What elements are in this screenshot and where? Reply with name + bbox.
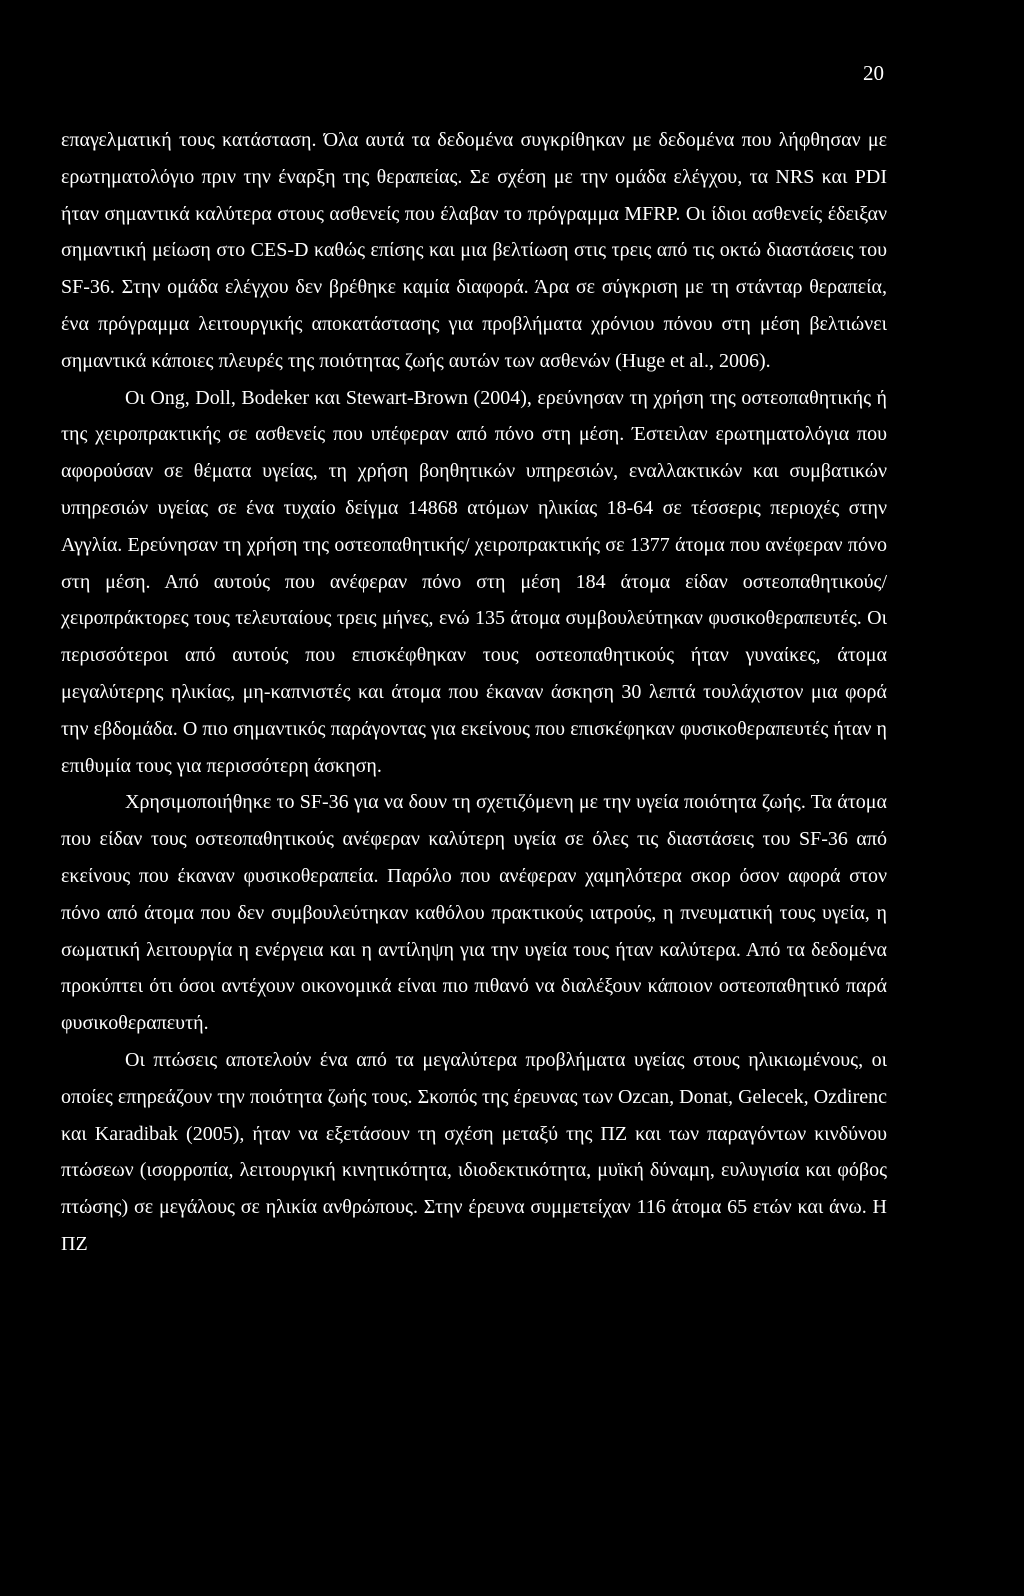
paragraph-4: Οι πτώσεις αποτελούν ένα από τα μεγαλύτερα προβλήματα υγείας στους ηλικιωμένους, οι οποίες επηρεάζουν την ποιότητα ζωής τους. Σκοπός της έρευνας των Ozcan, Donat, Gelecek, Ozdirenc και Karadibak (2005), ήταν να εξετάσουν τη σχέση μεταξύ της ΠΖ και των παραγόντων κινδύνου πτώσεων (ισορροπία, λειτουργική κινητικότητα, ιδιοδεκτικότητα, μυϊκή δύναμη, ευλυγισία και φόβος πτώσης) σε μεγάλους σε ηλικία ανθρώπους. Στην έρευνα συμμετείχαν 116 άτομα 65 ετών και άνω. Η ΠΖ — [61, 1048, 887, 1255]
page-number: 20 — [863, 61, 884, 85]
paragraph-2: Οι Ong, Doll, Bodeker και Stewart-Brown (2004), ερεύνησαν τη χρήση της οστεοπαθητικής ή της χειροπρακτικής σε ασθενείς που υπέφεραν από πόνο στη μέση. Έστειλαν ερωτηματολόγια που αφορούσαν σε θέματα υγείας, τη χρήση βοηθητικών υπηρεσιών, εναλλακτικών και συμβατικών υπηρεσιών υγείας σε ένα τυχαίο δείγμα 14868 ατόμων ηλικίας 18-64 σε τέσσερις περιοχές στην Αγγλία. Ερεύνησαν τη χρήση της οστεοπαθητικής/ χειροπρακτικής σε 1377 άτομα που ανέφεραν πόνο στη μέση. Από αυτούς που ανέφεραν πόνο στη μέση 184 άτομα είδαν οστεοπαθητικούς/ χειροπράκτορες τους τελευταίους τρεις μήνες, ενώ 135 άτομα συμβουλεύτηκαν φυσικοθεραπευτές. Οι περισσότεροι από αυτούς που επισκέφθηκαν τους οστεοπαθητικούς ήταν γυναίκες, άτομα μεγαλύτερης ηλικίας, μη-καπνιστές και άτομα που έκαναν άσκηση 30 λεπτά τουλάχιστον μια φορά την εβδομάδα. Ο πιο σημαντικός παράγοντας για εκείνους που επισκέφηκαν φυσικοθεραπευτές ήταν η επιθυμία τους για περισσότερη άσκηση. — [61, 386, 887, 777]
paragraph-1: επαγελματική τους κατάσταση. Όλα αυτά τα δεδομένα συγκρίθηκαν με δεδομένα που λήφθησαν με ερωτηματολόγιο πριν την έναρξη της θεραπείας. Σε σχέση με την ομάδα ελέγχου, τα NRS και PDI ήταν σημαντικά καλύτερα στους ασθενείς που έλαβαν το πρόγραμμα MFRP. Οι ίδιοι ασθενείς έδειξαν σημαντική μείωση στο CES-D καθώς επίσης και μια βελτίωση στις τρεις από τις οκτώ διαστάσεις του SF-36. Στην ομάδα ελέγχου δεν βρέθηκε καμία διαφορά. Άρα σε σύγκριση με τη στάνταρ θεραπεία, ένα πρόγραμμα λειτουργικής αποκατάστασης για προβλήματα χρόνιου πόνου στη μέση βελτιώνει σημαντικά κάποιες πλευρές της ποιότητας ζωής αυτών των ασθενών (Huge et al., 2006). — [61, 129, 887, 372]
body-text — [61, 122, 887, 1263]
paragraph-3: Χρησιμοποιήθηκε το SF-36 για να δουν τη σχετιζόμενη με την υγεία ποιότητα ζωής. Τα άτομα που είδαν τους οστεοπαθητικούς ανέφεραν καλύτερη υγεία σε όλες τις διαστάσεις του SF-36 από εκείνους που έκαναν φυσικοθεραπεία. Παρόλο που ανέφεραν χαμηλότερα σκορ όσον αφορά στον πόνο από άτομα που δεν συμβουλεύτηκαν καθόλου πρακτικούς ιατρούς, η πνευματική τους υγεία, η σωματική λειτουργία η ενέργεια και η αντίληψη για την υγεία τους ήταν καλύτερα. Από τα δεδομένα προκύπτει ότι όσοι αντέχουν οικονομικά είναι πιο πιθανό να διαλέξουν κάποιον οστεοπαθητικό παρά φυσικοθεραπευτή. — [61, 791, 887, 1035]
